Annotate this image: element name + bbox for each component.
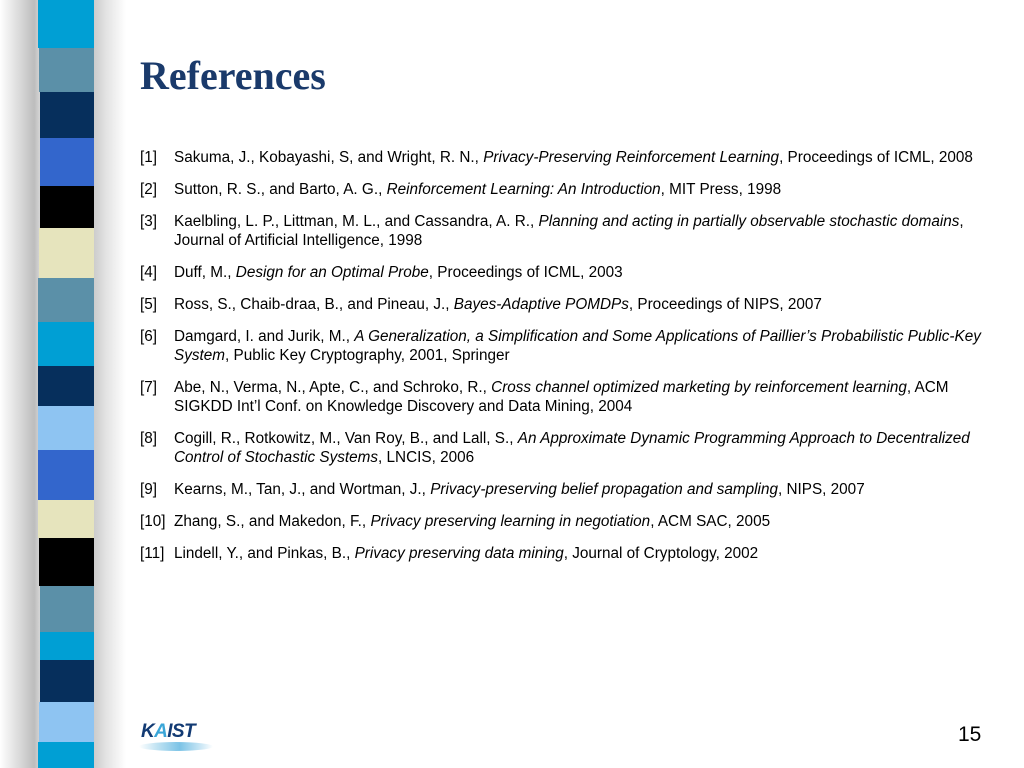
stripe-stack bbox=[38, 0, 98, 768]
reference-entry bbox=[140, 429, 1002, 467]
reference-entry bbox=[140, 295, 1002, 314]
reference-meta: Ross, S., Chaib-draa, B., and Pineau, J., bbox=[174, 296, 454, 313]
references-list bbox=[140, 148, 1002, 576]
reference-meta: , Proceedings of ICML, 2008 bbox=[779, 149, 973, 166]
reference-text bbox=[174, 544, 1002, 563]
kaist-logo-k: K bbox=[141, 721, 155, 742]
stripe-block bbox=[40, 186, 98, 228]
reference-title: Cross channel optimized marketing by reinforcement learning bbox=[491, 379, 907, 396]
reference-text bbox=[174, 480, 1002, 499]
reference-number: [1] bbox=[140, 149, 158, 166]
reference-meta: , Journal of Artificial Intelligence, 1998 bbox=[174, 213, 964, 249]
kaist-logo-a: A bbox=[154, 721, 168, 742]
reference-meta: Damgard, I. and Jurik, M., bbox=[174, 328, 355, 345]
reference-meta: , Proceedings of NIPS, 2007 bbox=[628, 296, 822, 313]
reference-title: Reinforcement Learning: An Introduction bbox=[386, 181, 661, 198]
reference-number: [3] bbox=[140, 213, 158, 230]
reference-meta: Sutton, R. S., and Barto, A. G., bbox=[174, 181, 387, 198]
reference-text bbox=[174, 148, 1002, 167]
reference-entry bbox=[140, 180, 1002, 199]
stripe-block bbox=[40, 660, 98, 702]
reference-title: Privacy-preserving belief propagation and sampling bbox=[430, 481, 778, 498]
stripe-block bbox=[38, 0, 98, 48]
kaist-logo bbox=[139, 722, 213, 752]
stripe-block bbox=[38, 322, 97, 366]
reference-meta: , Journal of Cryptology, 2002 bbox=[563, 545, 759, 562]
stripe-block bbox=[38, 406, 96, 450]
page-title: References bbox=[140, 53, 326, 98]
reference-meta: Kaelbling, L. P., Littman, M. L., and Cassandra, A. R., bbox=[174, 213, 539, 230]
reference-title: Privacy-Preserving Reinforcement Learning bbox=[483, 149, 780, 166]
reference-number: [11] bbox=[140, 545, 165, 562]
stripe-block bbox=[38, 278, 98, 322]
reference-entry bbox=[140, 480, 1002, 499]
stripe-block bbox=[39, 702, 98, 742]
reference-meta: Cogill, R., Rotkowitz, M., Van Roy, B., and Lall, S., bbox=[174, 430, 518, 447]
decorative-stripe-band bbox=[0, 0, 126, 768]
kaist-logo-swoosh-icon bbox=[139, 742, 213, 751]
stripe-block bbox=[40, 586, 98, 632]
reference-text bbox=[174, 295, 1002, 314]
reference-text bbox=[174, 429, 1002, 467]
stripe-block bbox=[40, 632, 98, 660]
reference-text bbox=[174, 263, 1002, 282]
reference-title: Privacy preserving data mining bbox=[354, 545, 564, 562]
reference-text bbox=[174, 378, 1002, 416]
stripe-block bbox=[38, 366, 96, 406]
reference-meta: Duff, M., bbox=[174, 264, 236, 281]
stripe-block bbox=[38, 500, 98, 538]
reference-meta: Sakuma, J., Kobayashi, S, and Wright, R. N., bbox=[174, 149, 484, 166]
reference-number: [6] bbox=[140, 328, 158, 345]
reference-number: [10] bbox=[140, 513, 166, 530]
reference-meta: , Proceedings of ICML, 2003 bbox=[428, 264, 623, 281]
reference-title: Design for an Optimal Probe bbox=[235, 264, 429, 281]
reference-meta: Zhang, S., and Makedon, F., bbox=[174, 513, 371, 530]
reference-number: [8] bbox=[140, 430, 158, 447]
reference-number: [2] bbox=[140, 181, 158, 198]
reference-title: An Approximate Dynamic Programming Approach to Decentralized Control of Stochastic Systems bbox=[174, 430, 970, 466]
reference-meta: Kearns, M., Tan, J., and Wortman, J., bbox=[174, 481, 431, 498]
reference-entry bbox=[140, 544, 1002, 563]
reference-text bbox=[174, 327, 1002, 365]
reference-meta: , MIT Press, 1998 bbox=[660, 181, 782, 198]
reference-number: [9] bbox=[140, 481, 158, 498]
reference-number: [7] bbox=[140, 379, 158, 396]
reference-meta: , Public Key Cryptography, 2001, Springer bbox=[225, 347, 510, 364]
page-number: 15 bbox=[958, 723, 982, 746]
reference-entry bbox=[140, 148, 1002, 167]
stripe-block bbox=[38, 450, 97, 500]
reference-title: Planning and acting in partially observable stochastic domains bbox=[538, 213, 960, 230]
reference-entry bbox=[140, 378, 1002, 416]
reference-text bbox=[174, 512, 1002, 531]
stripe-block bbox=[39, 228, 98, 278]
stripe-block bbox=[39, 48, 98, 92]
band-shadow-right bbox=[94, 0, 126, 768]
reference-meta: , ACM SIGKDD Int’l Conf. on Knowledge Discovery and Data Mining, 2004 bbox=[174, 379, 949, 415]
reference-title: Privacy preserving learning in negotiation bbox=[370, 513, 651, 530]
stripe-block bbox=[38, 742, 98, 768]
stripe-block bbox=[40, 92, 98, 138]
reference-entry bbox=[140, 212, 1002, 250]
stripe-block bbox=[39, 538, 98, 586]
kaist-logo-wordmark bbox=[141, 722, 195, 742]
kaist-logo-ist: IST bbox=[167, 721, 196, 742]
reference-text bbox=[174, 212, 1002, 250]
reference-entry bbox=[140, 512, 1002, 531]
reference-meta: , NIPS, 2007 bbox=[777, 481, 865, 498]
reference-entry bbox=[140, 327, 1002, 365]
reference-meta: , LNCIS, 2006 bbox=[378, 449, 475, 466]
reference-number: [5] bbox=[140, 296, 158, 313]
reference-entry bbox=[140, 263, 1002, 282]
stripe-block bbox=[40, 138, 98, 186]
reference-title: Bayes-Adaptive POMDPs bbox=[453, 296, 629, 313]
reference-meta: , ACM SAC, 2005 bbox=[650, 513, 771, 530]
reference-meta: Lindell, Y., and Pinkas, B., bbox=[174, 545, 355, 562]
reference-text bbox=[174, 180, 1002, 199]
reference-title: A Generalization, a Simplification and Some Applications of Paillier’s Probabilistic Public-Key System bbox=[174, 328, 981, 364]
reference-number: [4] bbox=[140, 264, 158, 281]
reference-meta: Abe, N., Verma, N., Apte, C., and Schroko, R., bbox=[174, 379, 492, 396]
